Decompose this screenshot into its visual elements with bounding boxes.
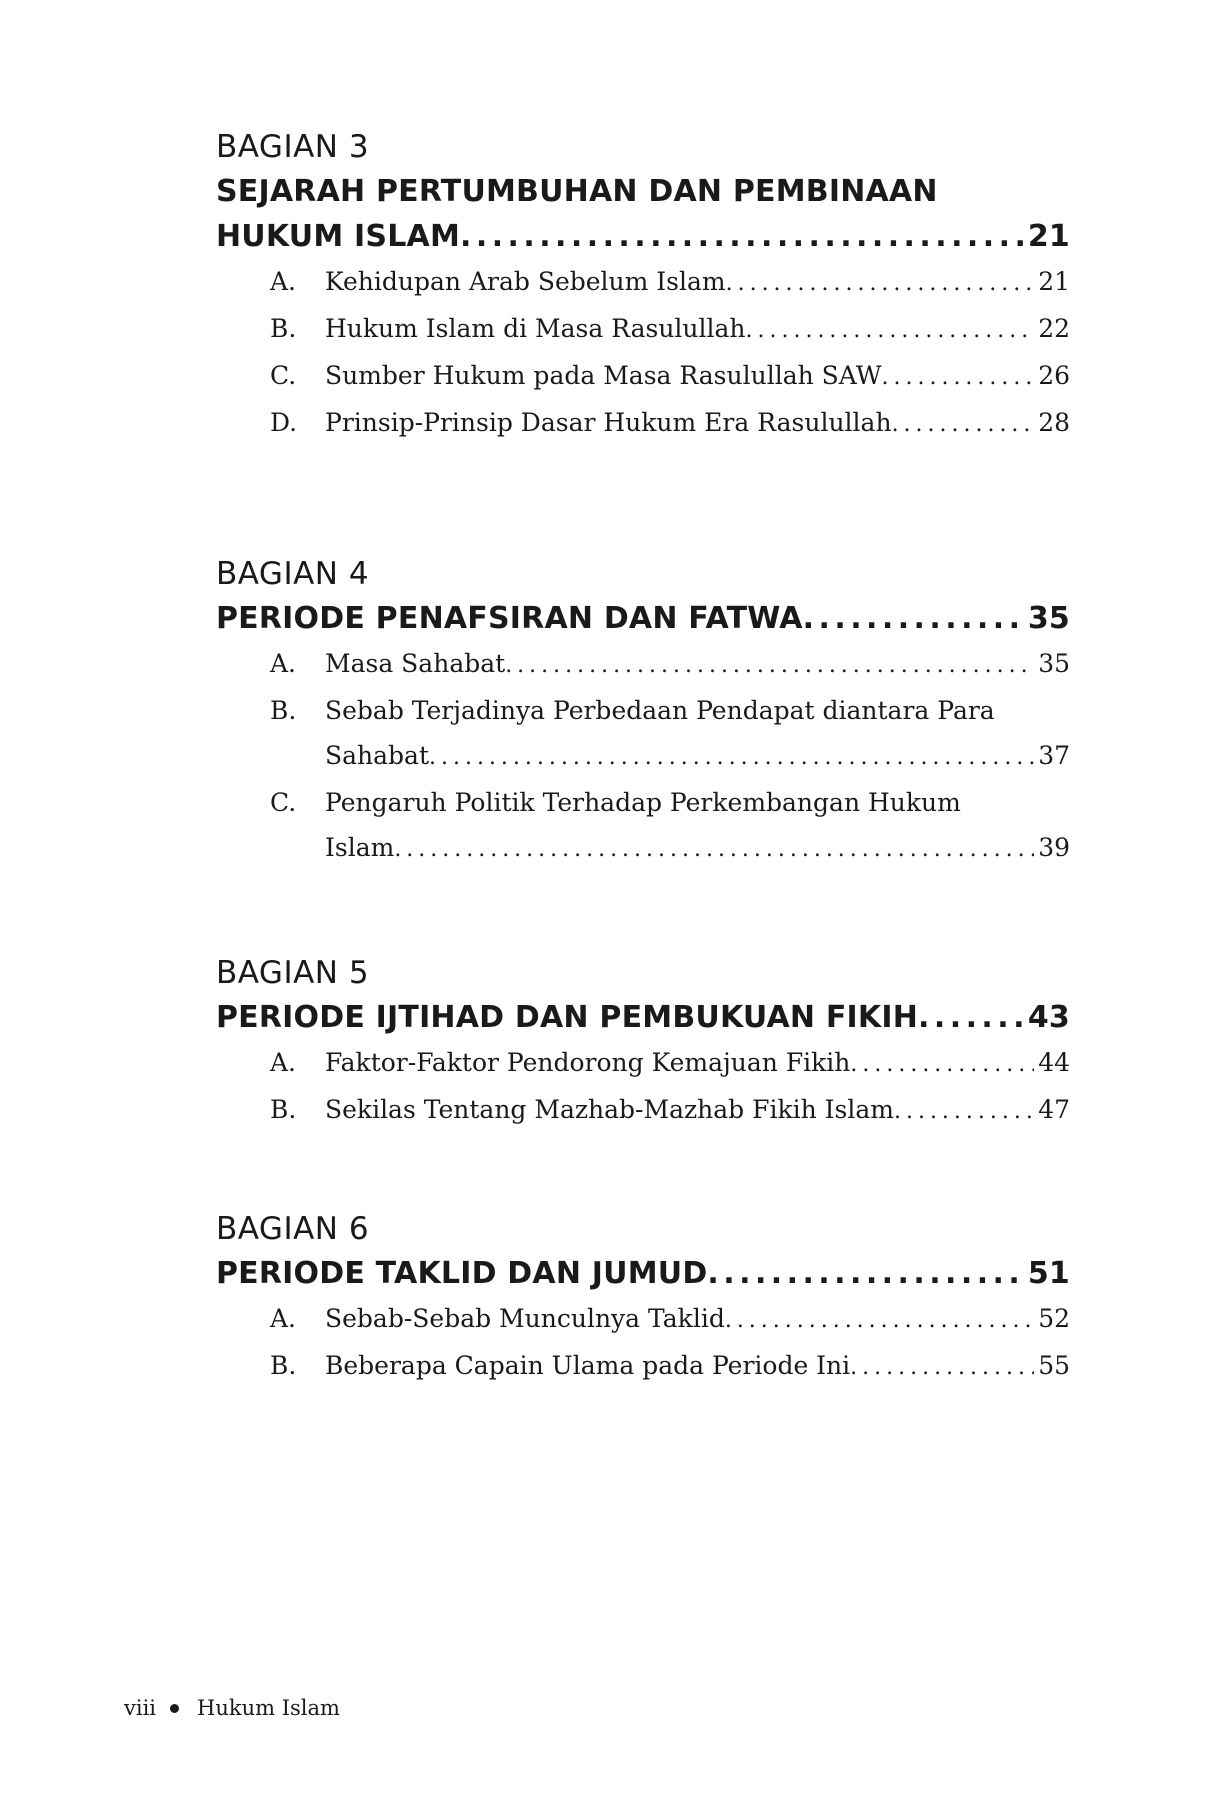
- toc-item[interactable]: [270, 1040, 1070, 1087]
- item-title: Prinsip-Prinsip Dasar Hukum Era Rasulullah: [325, 408, 892, 437]
- item-letter: B.: [270, 314, 297, 343]
- section-label: BAGIAN 6: [216, 1211, 370, 1247]
- footer-page-number: viii: [124, 1696, 157, 1720]
- dot-leader: [726, 259, 1035, 306]
- page-number: 26: [1038, 361, 1070, 390]
- item-letter: C.: [270, 361, 297, 390]
- item-title: Beberapa Capain Ulama pada Periode Ini: [325, 1351, 851, 1380]
- item-title: Kehidupan Arab Sebelum Islam: [325, 267, 726, 296]
- dot-leader: [882, 353, 1035, 400]
- section-label: BAGIAN 5: [216, 955, 370, 991]
- item-letter: D.: [270, 408, 298, 437]
- page-number: 28: [1038, 408, 1070, 437]
- dot-leader: [746, 306, 1035, 353]
- item-title: Sekilas Tentang Mazhab-Mazhab Fikih Islam: [325, 1095, 894, 1124]
- toc-section-bagian-5: [216, 953, 1070, 1134]
- section-title-entry[interactable]: [216, 1251, 1070, 1296]
- section-title: PERIODE TAKLID DAN JUMUD: [216, 1256, 708, 1291]
- page-footer: [124, 1693, 340, 1723]
- page-number: 47: [1038, 1095, 1070, 1124]
- toc-item[interactable]: [270, 400, 1070, 447]
- item-letter: A.: [270, 1048, 297, 1077]
- item-title: Hukum Islam di Masa Rasulullah: [325, 314, 746, 343]
- page-number: 51: [1027, 1256, 1070, 1291]
- item-title-continued: Islam: [325, 833, 395, 862]
- toc-item[interactable]: [270, 1296, 1070, 1343]
- page-number: 39: [1038, 833, 1070, 862]
- page-number: 22: [1038, 314, 1070, 343]
- toc-item[interactable]: [270, 306, 1070, 353]
- item-title: Masa Sahabat: [325, 649, 506, 678]
- item-title-continued: Sahabat: [325, 741, 429, 770]
- page-number: 55: [1038, 1351, 1070, 1380]
- toc-item[interactable]: [270, 688, 1070, 780]
- footer-book-title: Hukum Islam: [197, 1696, 340, 1720]
- item-letter: A.: [270, 649, 297, 678]
- section-title-entry[interactable]: [216, 995, 1070, 1040]
- toc-section-bagian-6: [216, 1209, 1070, 1390]
- page-number: 35: [1027, 601, 1070, 636]
- item-letter: A.: [270, 1304, 297, 1333]
- page-number: 37: [1038, 741, 1070, 770]
- page-number: 43: [1027, 1000, 1070, 1035]
- item-title: Sebab-Sebab Munculnya Taklid: [325, 1304, 725, 1333]
- section-title: PERIODE PENAFSIRAN DAN FATWA: [216, 601, 803, 636]
- toc-item[interactable]: [270, 1343, 1070, 1390]
- section-title: PERIODE IJTIHAD DAN PEMBUKUAN FIKIH: [216, 1000, 919, 1035]
- item-letter: B.: [270, 1095, 297, 1124]
- toc-item[interactable]: [270, 353, 1070, 400]
- page-number: 21: [1038, 267, 1070, 296]
- toc-item[interactable]: [270, 1087, 1070, 1134]
- toc-item[interactable]: [270, 641, 1070, 688]
- section-title: HUKUM ISLAM: [216, 219, 461, 254]
- item-letter: B.: [270, 1351, 297, 1380]
- item-title: Faktor-Faktor Pendorong Kemajuan Fikih: [325, 1048, 851, 1077]
- dot-leader: [429, 733, 1034, 780]
- dot-leader: [918, 995, 1024, 1040]
- page-number: 21: [1027, 219, 1070, 254]
- page-number: 44: [1038, 1048, 1070, 1077]
- dot-leader: [850, 1040, 1034, 1087]
- section-title-entry[interactable]: [216, 596, 1070, 641]
- toc-section-bagian-4: [216, 554, 1070, 872]
- dot-leader: [892, 400, 1035, 447]
- section-title: SEJARAH PERTUMBUHAN DAN PEMBINAAN: [216, 174, 938, 209]
- dot-leader: [394, 825, 1034, 872]
- dot-leader: [707, 1251, 1023, 1296]
- page-number: 35: [1038, 649, 1070, 678]
- dot-leader: [505, 641, 1034, 688]
- item-letter: B.: [270, 696, 297, 725]
- item-title: Sumber Hukum pada Masa Rasulullah SAW: [325, 361, 882, 390]
- section-label: BAGIAN 4: [216, 556, 370, 592]
- dot-leader: [803, 596, 1024, 641]
- toc-item[interactable]: [270, 780, 1070, 872]
- section-label: BAGIAN 3: [216, 129, 370, 165]
- page-number: 52: [1038, 1304, 1070, 1333]
- toc-section-bagian-3: [216, 127, 1070, 447]
- toc-item[interactable]: [270, 259, 1070, 306]
- bullet-icon: [170, 1704, 179, 1713]
- item-letter: C.: [270, 788, 297, 817]
- section-title-entry[interactable]: [216, 214, 1070, 259]
- item-letter: A.: [270, 267, 297, 296]
- dot-leader: [894, 1087, 1034, 1134]
- item-title: Pengaruh Politik Terhadap Perkembangan Hukum: [325, 788, 961, 817]
- dot-leader: [725, 1296, 1034, 1343]
- dot-leader: [460, 214, 1024, 259]
- dot-leader: [850, 1343, 1034, 1390]
- item-title: Sebab Terjadinya Perbedaan Pendapat diantara Para: [325, 696, 995, 725]
